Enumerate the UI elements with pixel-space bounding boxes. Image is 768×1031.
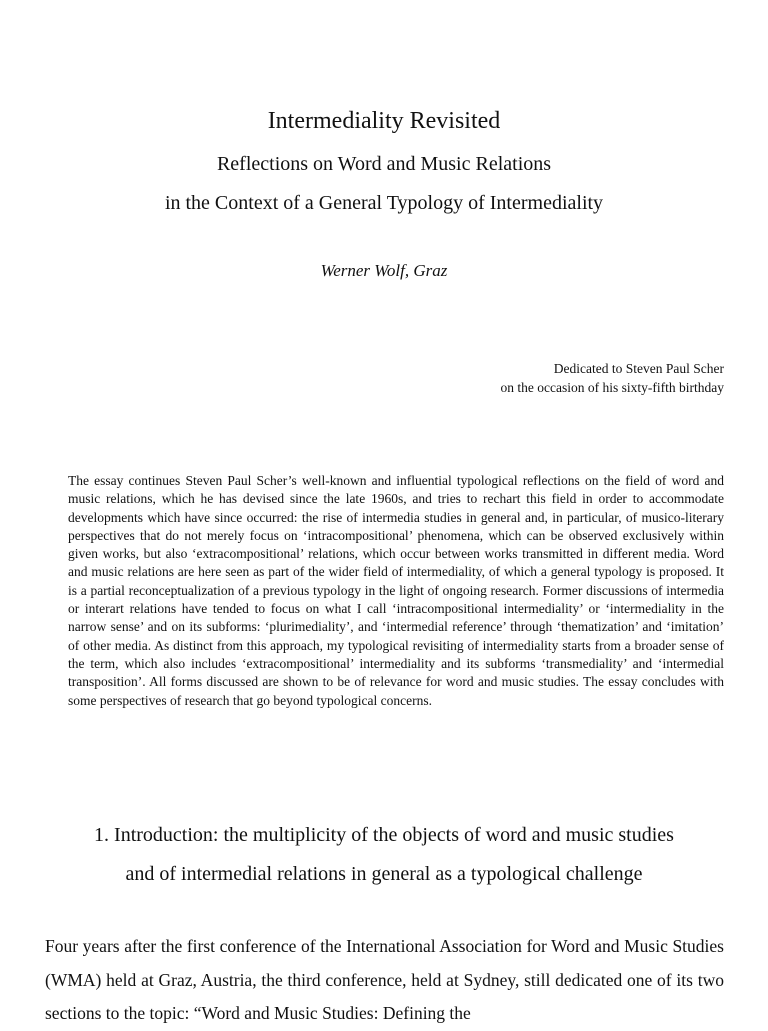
dedication-line-2: on the occasion of his sixty-fifth birthday bbox=[500, 380, 724, 395]
dedication-line-1: Dedicated to Steven Paul Scher bbox=[553, 361, 724, 376]
section-heading-line-1: 1. Introduction: the multiplicity of the objects of word and music studies bbox=[94, 824, 674, 846]
abstract-paragraph: The essay continues Steven Paul Scher’s well-known and influential typological reflections on the field of word and music relations, which he has devised since the late 1960s, and tries to rechart this field in order to accommodate developments which have since occurred: the rise of intermedia studies in general and, in particular, of musico-literary perspectives that do not merely focus on ‘intracompositional’ phenomena, which can be observed exclusively within given works, but also ‘extracompositional’ relations, which occur between works transmitted in different media. Word and music relations are here seen as part of the wider field of intermediality, of which a general typology is proposed. It is a partial reconceptualization of a previous typology in the light of ongoing research. Former discussions of intermedia or interart relations have tended to focus on what I call ‘intracompositional intermediality’ or ‘intermediality in the narrow sense’ and on its subforms: ‘plurimediality’, and ‘intermedial reference’ through ‘thematization’ and ‘imitation’ of other media. As distinct from this approach, my typological revisiting of intermediality starts from a broader sense of the term, which also includes ‘extracompositional’ intermediality and its subforms ‘transmediality’ and ‘intermedial transposition’. All forms discussed are shown to be of relevance for word and music studies. The essay concludes with some perspectives of research that go beyond typological concerns. bbox=[68, 473, 724, 708]
dedication bbox=[224, 359, 724, 397]
section-heading-line-2: and of intermedial relations in general as a typological challenge bbox=[125, 863, 643, 885]
body-paragraph: Four years after the first conference of the International Association for Word and Music Studies (WMA) held at Graz, Austria, the third conference, held at Sydney, still dedicated one of its two sections to the topic: “Word and Music Studies: Defining the bbox=[45, 936, 724, 1023]
paper-subtitle-line-1: Reflections on Word and Music Relations bbox=[216, 153, 552, 175]
paper-subtitle-line-2: in the Context of a General Typology of Intermediality bbox=[164, 192, 604, 214]
paper-title: Intermediality Revisited bbox=[267, 108, 501, 134]
paper-author: Werner Wolf, Graz bbox=[320, 261, 448, 280]
